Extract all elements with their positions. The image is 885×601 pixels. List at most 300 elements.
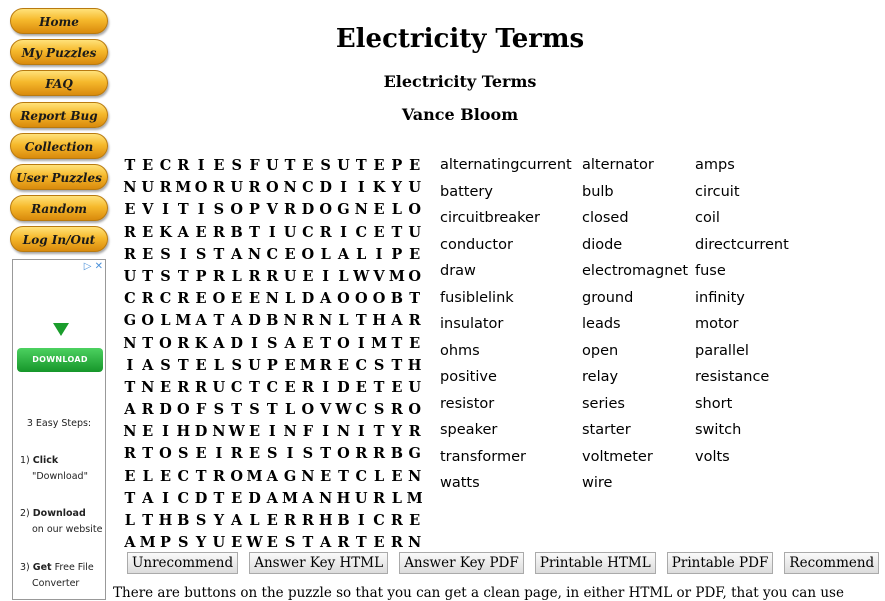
ad-step-text: Free File — [54, 562, 94, 573]
grid-row — [121, 333, 424, 355]
grid-letter: U — [408, 179, 421, 197]
grid-letter: F — [302, 423, 314, 441]
grid-letter: T — [320, 334, 332, 352]
grid-letter: I — [268, 423, 276, 441]
grid-letter: D — [337, 378, 350, 396]
grid-letter: C — [302, 179, 314, 197]
grid-letter: T — [142, 334, 154, 352]
grid-letter: G — [123, 312, 137, 330]
grid-letter: A — [124, 534, 136, 552]
word-list-item: motor — [695, 316, 739, 332]
grid-letter: A — [213, 334, 225, 352]
grid-letter: B — [390, 290, 403, 308]
grid-letter: E — [373, 534, 385, 552]
grid-row — [121, 488, 424, 510]
grid-letter: T — [391, 356, 403, 374]
grid-letter: R — [408, 312, 421, 330]
grid-letter: U — [212, 378, 226, 396]
grid-letter: O — [354, 290, 368, 308]
grid-letter: H — [158, 512, 173, 529]
grid-letter: E — [284, 245, 296, 263]
grid-letter: L — [249, 512, 260, 529]
grid-letter: P — [266, 356, 278, 374]
grid-letter: T — [355, 312, 367, 330]
grid-letter: L — [124, 512, 135, 529]
grid-letter: A — [266, 489, 278, 507]
grid-letter: Y — [213, 512, 225, 529]
grid-letter: O — [301, 401, 315, 419]
grid-letter: E — [373, 223, 385, 241]
grid-letter: S — [284, 534, 296, 552]
grid-row — [121, 222, 424, 244]
grid-letter: I — [375, 245, 383, 263]
grid-letter: E — [337, 356, 349, 374]
grid-letter: U — [408, 223, 421, 241]
grid-letter: L — [338, 267, 349, 285]
grid-letter: L — [160, 312, 171, 330]
word-list-item: diode — [582, 236, 623, 253]
grid-letter: N — [123, 423, 137, 441]
grid-letter: A — [177, 223, 189, 241]
grid-letter: R — [177, 290, 190, 308]
grid-letter: E — [302, 334, 314, 352]
grid-letter: E — [373, 201, 385, 219]
grid-letter: R — [123, 245, 136, 263]
grid-letter: E — [391, 378, 403, 396]
ad-step-bold: Get — [32, 562, 52, 573]
word-list-item: battery — [440, 183, 493, 200]
grid-letter: E — [124, 201, 136, 219]
grid-letter: E — [159, 378, 172, 396]
word-list-item: alternatingcurrent — [440, 157, 572, 173]
grid-letter: E — [142, 423, 154, 441]
grid-letter: T — [284, 157, 296, 174]
grid-letter: G — [337, 201, 350, 219]
advertisement[interactable] — [12, 259, 106, 600]
grid-letter: O — [141, 312, 155, 330]
grid-letter: E — [195, 445, 207, 463]
description-paragraph: There are buttons on the puzzle so that you can get a clean page, in either HTML or PDF, that you can use — [113, 585, 844, 601]
ad-step-text: "Download" — [32, 471, 88, 482]
grid-letter: U — [408, 378, 421, 396]
grid-row — [121, 443, 424, 465]
grid-letter: C — [355, 401, 368, 419]
grid-letter: V — [266, 201, 278, 219]
grid-letter: D — [248, 312, 261, 330]
grid-letter: R — [248, 267, 261, 285]
grid-letter: O — [372, 290, 386, 308]
puzzle-actions — [127, 552, 885, 574]
grid-letter: D — [194, 423, 208, 441]
word-list-item: parallel — [695, 342, 749, 359]
grid-letter: U — [248, 356, 261, 374]
grid-letter: T — [195, 467, 207, 485]
grid-letter: M — [282, 489, 299, 507]
grid-letter: N — [141, 378, 155, 396]
grid-letter: I — [340, 223, 347, 241]
grid-letter: A — [337, 245, 350, 263]
word-list-item: open — [582, 342, 619, 359]
down-arrow-icon — [53, 323, 69, 336]
grid-letter: T — [124, 157, 136, 174]
grid-letter: S — [320, 157, 331, 174]
grid-letter: S — [302, 445, 314, 463]
grid-letter: S — [178, 445, 189, 463]
puzzle-author: Vance Bloom — [401, 105, 519, 124]
ad-step-number: 3) — [20, 562, 30, 573]
grid-letter: V — [142, 201, 154, 219]
grid-letter: N — [336, 423, 351, 441]
grid-letter: R — [390, 401, 403, 419]
word-list-item: closed — [582, 210, 629, 226]
grid-letter: C — [355, 467, 368, 485]
grid-letter: W — [246, 534, 263, 552]
grid-letter: R — [141, 401, 154, 419]
grid-letter: O — [194, 179, 208, 197]
grid-letter: L — [320, 245, 331, 263]
grid-letter: R — [319, 223, 332, 241]
grid-letter: S — [195, 245, 207, 263]
grid-letter: E — [231, 534, 243, 552]
grid-letter: Y — [391, 179, 403, 197]
grid-letter: E — [355, 378, 367, 396]
word-list-item: voltmeter — [582, 448, 653, 465]
grid-letter: T — [142, 512, 154, 529]
grid-letter: I — [268, 223, 276, 241]
grid-letter: M — [406, 489, 423, 507]
grid-letter: R — [141, 290, 154, 308]
grid-letter: I — [179, 245, 187, 263]
grid-row — [121, 155, 424, 177]
grid-letter: C — [266, 245, 279, 263]
grid-letter: K — [194, 334, 208, 352]
word-list-item: resistance — [695, 369, 770, 385]
grid-letter: V — [320, 401, 332, 419]
word-list-item: coil — [695, 210, 720, 226]
grid-letter: L — [142, 467, 153, 485]
grid-letter: T — [142, 445, 154, 463]
grid-letter: R — [177, 157, 190, 174]
grid-letter: P — [249, 201, 260, 219]
nav-collection-button[interactable]: Collection — [10, 133, 108, 159]
grid-letter: S — [178, 534, 189, 552]
grid-letter: I — [197, 201, 205, 219]
grid-letter: I — [215, 445, 223, 463]
grid-letter: O — [230, 201, 243, 219]
grid-letter: I — [126, 356, 134, 374]
nav-report-bug-button[interactable]: Report Bug — [10, 102, 108, 128]
grid-letter: C — [230, 378, 243, 396]
grid-letter: P — [195, 267, 207, 285]
grid-letter: A — [284, 334, 296, 352]
grid-letter: N — [283, 423, 297, 441]
grid-letter: U — [354, 489, 368, 507]
grid-letter: A — [142, 356, 154, 374]
grid-letter: O — [176, 401, 190, 419]
grid-letter: G — [283, 467, 297, 485]
grid-letter: T — [409, 290, 421, 308]
ad-step-1 — [20, 453, 88, 485]
grid-letter: R — [301, 512, 314, 529]
grid-letter: A — [266, 467, 278, 485]
grid-row — [121, 177, 424, 199]
word-list-item: fuse — [695, 263, 726, 279]
grid-letter: R — [284, 512, 297, 529]
grid-letter: C — [159, 290, 172, 308]
grid-letter: U — [283, 267, 297, 285]
grid-letter: L — [373, 467, 385, 485]
grid-letter: H — [176, 423, 191, 441]
grid-letter: A — [231, 245, 243, 263]
word-list-item: leads — [582, 316, 621, 332]
grid-letter: I — [357, 423, 365, 441]
grid-letter: B — [337, 512, 350, 529]
nav-faq-button[interactable]: FAQ — [10, 70, 108, 96]
grid-row — [121, 288, 424, 310]
grid-letter: M — [299, 356, 316, 374]
grid-letter: U — [141, 179, 155, 197]
grid-row — [121, 266, 424, 288]
word-list-item: conductor — [440, 236, 513, 253]
unrecommend-button[interactable]: Unrecommend — [127, 552, 238, 574]
ad-step-2 — [20, 506, 102, 538]
grid-letter: I — [251, 334, 258, 352]
grid-letter: M — [175, 179, 192, 197]
grid-letter: T — [213, 312, 225, 330]
grid-letter: A — [320, 290, 332, 308]
grid-letter: S — [160, 245, 171, 263]
grid-letter: T — [355, 157, 367, 174]
grid-letter: D — [159, 401, 172, 419]
grid-letter: T — [249, 223, 260, 241]
nav-my-puzzles-button[interactable]: My Puzzles — [10, 39, 108, 65]
grid-row — [121, 244, 424, 266]
grid-row — [121, 399, 424, 421]
word-list-item: electromagnet — [582, 263, 689, 279]
grid-letter: R — [373, 445, 386, 463]
grid-letter: C — [266, 378, 279, 396]
grid-letter: S — [231, 356, 242, 374]
grid-row — [121, 421, 424, 443]
grid-letter: A — [391, 312, 403, 330]
left-nav — [10, 8, 110, 258]
grid-letter: E — [248, 423, 260, 441]
word-list-item: transformer — [440, 448, 526, 465]
grid-letter: S — [213, 201, 225, 219]
grid-letter: T — [213, 245, 225, 263]
grid-letter: R — [177, 334, 190, 352]
grid-letter: U — [283, 223, 297, 241]
word-list-item: bulb — [582, 183, 614, 200]
nav-random-button[interactable]: Random — [10, 195, 108, 221]
word-list-item: circuitbreaker — [440, 210, 540, 226]
grid-letter: P — [160, 534, 171, 552]
grid-letter: B — [177, 512, 190, 529]
grid-letter: E — [124, 467, 136, 485]
grid-letter: W — [228, 423, 245, 441]
grid-letter: E — [320, 467, 332, 485]
grid-letter: L — [284, 290, 296, 308]
printable-html-button[interactable]: Printable HTML — [535, 552, 656, 574]
grid-letter: S — [231, 157, 242, 174]
nav-log-in-out-button[interactable]: Log In/Out — [10, 226, 108, 252]
grid-letter: O — [230, 467, 243, 485]
grid-letter: I — [162, 423, 169, 441]
grid-letter: U — [230, 179, 243, 197]
grid-row — [121, 377, 424, 399]
ad-step-bold: Click — [32, 455, 59, 466]
grid-letter: R — [212, 179, 225, 197]
grid-letter: P — [391, 157, 403, 174]
answer-key-pdf-button[interactable]: Answer Key PDF — [399, 552, 524, 574]
grid-letter: E — [284, 378, 296, 396]
grid-letter: E — [142, 245, 154, 263]
grid-letter: S — [373, 401, 385, 419]
grid-letter: H — [407, 356, 422, 374]
grid-letter: I — [340, 179, 347, 197]
grid-letter: F — [249, 157, 260, 174]
grid-letter: E — [248, 290, 260, 308]
grid-letter: N — [354, 201, 368, 219]
grid-letter: T — [177, 356, 189, 374]
grid-letter: R — [408, 423, 421, 441]
grid-row — [121, 199, 424, 221]
grid-row — [121, 466, 424, 488]
word-list-item: draw — [440, 263, 476, 279]
grid-letter: M — [246, 467, 263, 485]
grid-letter: T — [373, 423, 385, 441]
grid-letter: M — [139, 534, 156, 552]
grid-letter: E — [373, 157, 385, 174]
grid-letter: E — [195, 290, 207, 308]
grid-letter: O — [408, 267, 421, 285]
grid-letter: E — [231, 489, 243, 507]
grid-letter: E — [142, 223, 154, 241]
grid-letter: K — [159, 223, 172, 241]
grid-letter: O — [319, 201, 332, 219]
grid-letter: N — [123, 179, 137, 197]
grid-letter: R — [301, 312, 314, 330]
grid-letter: S — [267, 334, 278, 352]
grid-letter: R — [123, 223, 136, 241]
grid-letter: N — [283, 179, 297, 197]
word-list-item: speaker — [440, 422, 498, 438]
grid-letter: T — [249, 378, 260, 396]
grid-letter: I — [322, 423, 330, 441]
grid-letter: T — [391, 334, 403, 352]
answer-key-html-button[interactable]: Answer Key HTML — [249, 552, 388, 574]
grid-letter: E — [409, 245, 421, 263]
word-list-item: infinity — [695, 289, 745, 306]
printable-pdf-button[interactable]: Printable PDF — [667, 552, 774, 574]
word-list-item: starter — [582, 422, 631, 438]
grid-letter: F — [195, 401, 207, 419]
grid-letter: I — [357, 334, 365, 352]
nav-user-puzzles-button[interactable]: User Puzzles — [10, 164, 108, 190]
grid-letter: N — [247, 245, 262, 263]
grid-letter: R — [355, 445, 368, 463]
grid-letter: U — [212, 534, 226, 552]
word-list-item: watts — [440, 475, 480, 491]
grid-letter: C — [355, 223, 368, 241]
grid-letter: Y — [391, 423, 403, 441]
page-title: Electricity Terms — [335, 24, 585, 54]
grid-letter: I — [322, 378, 330, 396]
grid-letter: T — [142, 267, 154, 285]
grid-letter: O — [337, 445, 350, 463]
grid-letter: T — [124, 378, 136, 396]
grid-letter: T — [355, 534, 367, 552]
recommend-button[interactable]: Recommend — [784, 552, 879, 574]
word-list-item: wire — [582, 475, 613, 491]
grid-letter: D — [319, 179, 332, 197]
grid-letter: O — [159, 445, 172, 463]
word-list-item: switch — [695, 422, 742, 438]
grid-letter: I — [322, 267, 330, 285]
grid-letter: I — [286, 445, 294, 463]
grid-letter: K — [372, 179, 386, 197]
grid-letter: S — [249, 401, 260, 419]
grid-letter: S — [195, 512, 207, 529]
grid-letter: R — [212, 223, 225, 241]
grid-letter: T — [177, 201, 189, 219]
grid-letter: S — [267, 445, 278, 463]
nav-home-button[interactable]: Home — [10, 8, 108, 34]
grid-letter: R — [373, 489, 386, 507]
word-list-item: amps — [695, 157, 735, 173]
grid-letter: E — [248, 445, 260, 463]
grid-letter: U — [265, 157, 279, 174]
grid-letter: O — [301, 245, 315, 263]
ad-download-button[interactable]: DOWNLOAD — [17, 348, 103, 372]
grid-letter: C — [177, 467, 190, 485]
word-search-grid — [121, 155, 424, 554]
grid-letter: A — [142, 489, 154, 507]
grid-letter: E — [409, 512, 421, 529]
grid-letter: L — [356, 245, 367, 263]
grid-letter: T — [373, 378, 385, 396]
word-list-item: positive — [440, 369, 497, 385]
grid-letter: M — [371, 334, 388, 352]
grid-letter: N — [283, 312, 297, 330]
grid-letter: E — [142, 157, 154, 174]
ad-choices-icon[interactable]: ▷ ✕ — [83, 261, 103, 272]
grid-letter: O — [408, 201, 421, 219]
grid-letter: E — [409, 334, 421, 352]
grid-letter: N — [212, 423, 226, 441]
word-list-item: ground — [582, 289, 634, 306]
grid-letter: M — [388, 267, 405, 285]
grid-letter: T — [266, 401, 278, 419]
grid-letter: I — [197, 157, 205, 174]
grid-letter: I — [357, 512, 365, 529]
grid-letter: S — [160, 267, 171, 285]
ad-steps-title: 3 Easy Steps: — [26, 418, 92, 429]
word-list-item: alternator — [582, 157, 654, 173]
grid-letter: A — [302, 489, 314, 507]
grid-letter: T — [302, 534, 314, 552]
grid-letter: U — [337, 157, 350, 174]
grid-letter: L — [391, 201, 402, 219]
word-list-item: resistor — [440, 395, 495, 412]
grid-letter: E — [409, 157, 421, 174]
grid-letter: T — [320, 445, 332, 463]
grid-letter: L — [338, 312, 349, 330]
grid-letter: M — [175, 312, 192, 330]
grid-letter: C — [373, 512, 385, 529]
grid-letter: E — [302, 267, 314, 285]
grid-letter: R — [195, 378, 208, 396]
